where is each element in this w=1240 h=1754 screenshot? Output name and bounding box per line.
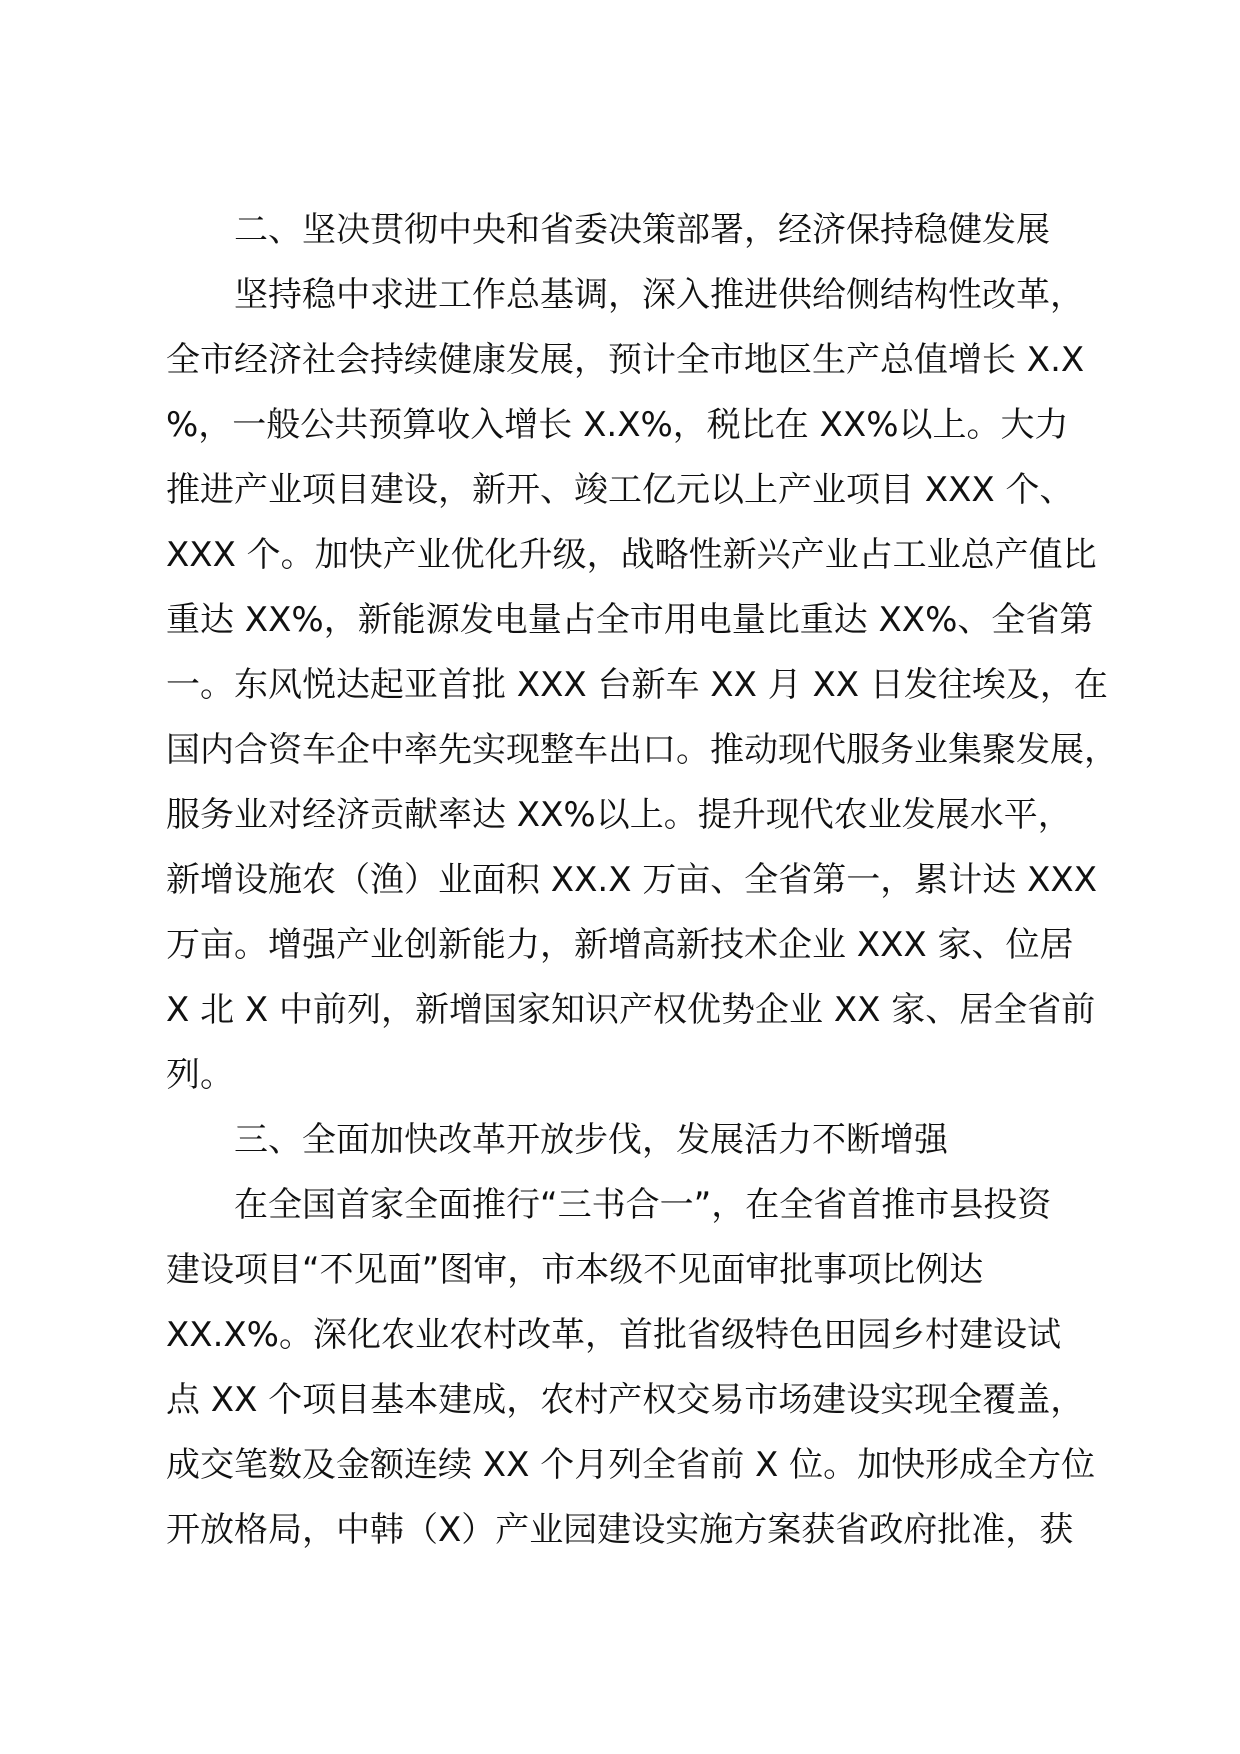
section-heading: 三、全面加快改革开放步伐，发展活力不断增强 [234, 1120, 948, 1160]
paragraph-line: 列。 [166, 1055, 234, 1095]
paragraph-line: 推进产业项目建设，新开、竣工亿元以上产业项目 XXX 个、 [166, 470, 1074, 510]
section-2 [166, 198, 1118, 1108]
paragraph-line: 在全国首家全面推行“三书合一”，在全省首推市县投资 [234, 1185, 1052, 1225]
document-page [166, 198, 1118, 1563]
section-3 [166, 1108, 1096, 1563]
section-heading: 二、坚决贯彻中央和省委决策部署，经济保持稳健发展 [234, 210, 1050, 250]
paragraph-line: 国内合资车企中率先实现整车出口。推动现代服务业集聚发展， [166, 730, 1118, 770]
paragraph-line: 新增设施农（渔）业面积 XX.X 万亩、全省第一，累计达 XXX [166, 860, 1097, 900]
paragraph-line: 开放格局，中韩（X）产业园建设实施方案获省政府批准，获 [166, 1510, 1074, 1550]
section-paragraph [166, 263, 1118, 1108]
paragraph-line: 万亩。增强产业创新能力，新增高新技术企业 XXX 家、位居 [166, 925, 1074, 965]
paragraph-line: 服务业对经济贡献率达 XX%以上。提升现代农业发展水平， [166, 795, 1072, 835]
paragraph-line: XX.X%。深化农业农村改革，首批省级特色田园乡村建设试 [166, 1315, 1061, 1355]
paragraph-line: 成交笔数及金额连续 XX 个月列全省前 X 位。加快形成全方位 [166, 1445, 1096, 1485]
paragraph-line: 重达 XX%，新能源发电量占全市用电量比重达 XX%、全省第 [166, 600, 1094, 640]
paragraph-line: X 北 X 中前列，新增国家知识产权优势企业 XX 家、居全省前 [166, 990, 1096, 1030]
paragraph-line: %，一般公共预算收入增长 X.X%，税比在 XX%以上。大力 [166, 405, 1069, 445]
paragraph-line: 坚持稳中求进工作总基调，深入推进供给侧结构性改革， [234, 275, 1084, 315]
paragraph-line: XXX 个。加快产业优化升级，战略性新兴产业占工业总产值比 [166, 535, 1097, 575]
paragraph-line: 一。东风悦达起亚首批 XXX 台新车 XX 月 XX 日发往埃及，在 [166, 665, 1108, 705]
paragraph-line: 建设项目“不见面”图审，市本级不见面审批事项比例达 [166, 1250, 984, 1290]
paragraph-line: 全市经济社会持续健康发展，预计全市地区生产总值增长 X.X [166, 340, 1085, 380]
paragraph-line: 点 XX 个项目基本建成，农村产权交易市场建设实现全覆盖， [166, 1380, 1085, 1420]
section-paragraph [166, 1173, 1096, 1563]
